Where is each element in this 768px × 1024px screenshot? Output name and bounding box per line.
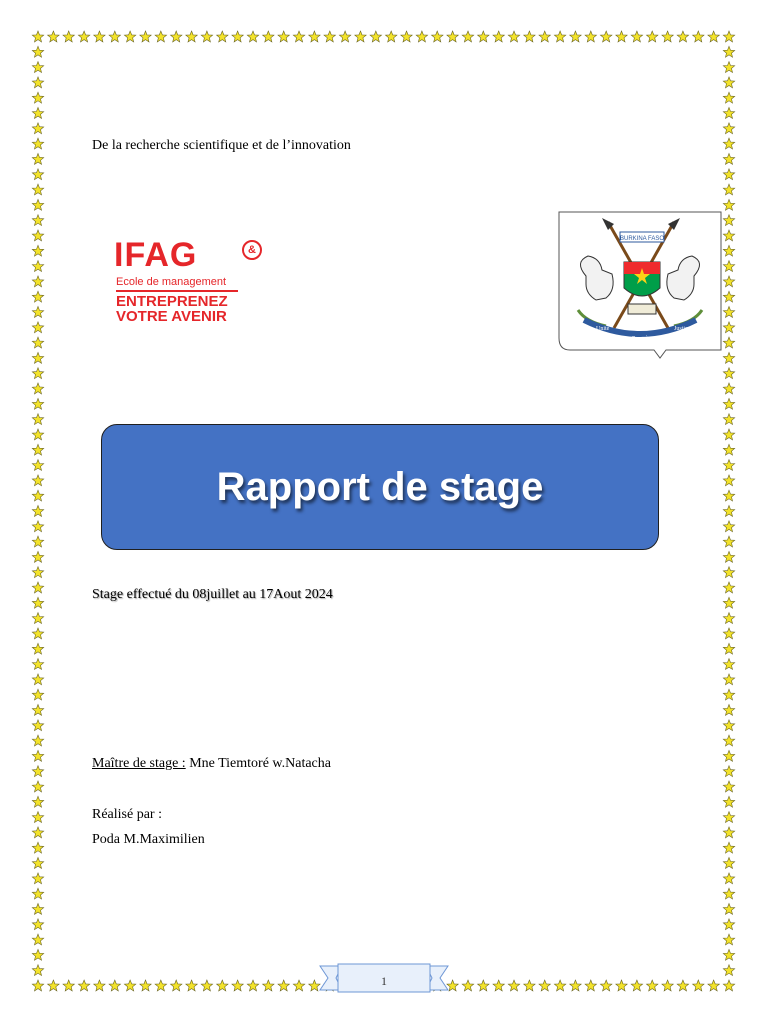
star-icon bbox=[32, 597, 43, 608]
star-icon bbox=[524, 980, 535, 991]
star-icon bbox=[723, 536, 734, 547]
star-icon bbox=[32, 138, 43, 149]
star-icon bbox=[217, 980, 228, 991]
logo-subtitle: Ecole de management bbox=[116, 276, 227, 288]
star-icon bbox=[723, 597, 734, 608]
star-icon bbox=[32, 842, 43, 853]
star-icon bbox=[677, 980, 688, 991]
star-icon bbox=[124, 31, 135, 42]
star-icon bbox=[723, 506, 734, 517]
star-icon bbox=[186, 31, 198, 42]
star-icon bbox=[78, 980, 89, 991]
star-icon bbox=[32, 154, 43, 165]
motto-3: Justice bbox=[674, 326, 691, 332]
star-icon bbox=[293, 31, 305, 42]
star-icon bbox=[723, 521, 734, 532]
internship-period: Stage effectué du 08juillet au 17Aout 2024 bbox=[92, 587, 333, 602]
star-icon bbox=[723, 873, 734, 884]
star-icon bbox=[723, 429, 734, 440]
star-icon bbox=[32, 475, 43, 486]
star-icon bbox=[32, 215, 43, 226]
star-icon bbox=[386, 31, 397, 42]
star-icon bbox=[109, 31, 120, 42]
star-icon bbox=[32, 766, 43, 777]
star-icon bbox=[94, 31, 105, 42]
star-icon bbox=[723, 720, 734, 731]
star-icon bbox=[570, 980, 582, 991]
star-icon bbox=[693, 980, 704, 991]
star-icon bbox=[631, 980, 642, 991]
star-icon bbox=[723, 613, 734, 624]
star-icon bbox=[32, 77, 43, 88]
star-icon bbox=[32, 551, 43, 562]
star-icon bbox=[723, 352, 734, 363]
star-icon bbox=[263, 980, 274, 991]
star-icon bbox=[32, 567, 43, 578]
star-icon bbox=[539, 980, 550, 991]
star-icon bbox=[723, 949, 734, 960]
country-banner: BURKINA FASO bbox=[619, 236, 665, 242]
star-icon bbox=[723, 368, 734, 379]
star-icon bbox=[247, 31, 258, 42]
star-icon bbox=[723, 398, 734, 409]
supervisor-name: Mne Tiemtoré w.Natacha bbox=[185, 756, 331, 771]
star-icon bbox=[32, 582, 43, 593]
star-icon bbox=[723, 904, 734, 915]
star-icon bbox=[401, 31, 412, 42]
star-icon bbox=[32, 750, 43, 761]
star-icon bbox=[570, 31, 582, 42]
star-icon bbox=[723, 460, 734, 471]
star-icon bbox=[32, 720, 43, 731]
star-icon bbox=[32, 123, 43, 134]
star-icon bbox=[124, 980, 135, 991]
star-icon bbox=[140, 31, 151, 42]
star-icon bbox=[171, 31, 182, 42]
star-icon bbox=[32, 506, 43, 517]
star-icon bbox=[32, 414, 43, 425]
star-icon bbox=[32, 827, 43, 838]
star-icon bbox=[32, 444, 43, 455]
registered-mark-icon: & bbox=[242, 240, 262, 260]
star-icon bbox=[32, 904, 43, 915]
star-icon bbox=[723, 490, 734, 501]
motto-2: Progrès bbox=[632, 336, 651, 342]
star-icon bbox=[723, 199, 734, 210]
logo-divider bbox=[116, 290, 238, 292]
coat-of-arms bbox=[556, 210, 724, 360]
star-icon bbox=[677, 31, 688, 42]
star-icon bbox=[723, 934, 734, 945]
star-icon bbox=[32, 536, 43, 547]
star-icon bbox=[217, 31, 228, 42]
star-icon bbox=[32, 628, 43, 639]
made-by-label: Réalisé par : bbox=[92, 807, 162, 822]
star-icon bbox=[723, 812, 734, 823]
star-icon bbox=[32, 873, 43, 884]
star-icon bbox=[48, 980, 60, 991]
logo-tagline-2: VOTRE AVENIR bbox=[116, 308, 227, 325]
star-icon bbox=[508, 980, 519, 991]
star-icon bbox=[723, 154, 734, 165]
star-icon bbox=[32, 643, 43, 654]
star-icon bbox=[539, 31, 550, 42]
star-icon bbox=[723, 582, 734, 593]
star-icon bbox=[416, 31, 427, 42]
star-icon bbox=[708, 980, 720, 991]
star-icon bbox=[723, 169, 734, 180]
star-icon bbox=[32, 169, 43, 180]
star-icon bbox=[32, 31, 43, 42]
star-icon bbox=[32, 888, 43, 899]
star-icon bbox=[32, 245, 43, 256]
star-icon bbox=[723, 92, 734, 103]
star-icon bbox=[186, 980, 198, 991]
star-icon bbox=[432, 31, 444, 42]
star-icon bbox=[723, 796, 734, 807]
star-icon bbox=[723, 77, 734, 88]
motto-1: Unité bbox=[596, 326, 610, 332]
star-icon bbox=[616, 31, 627, 42]
star-icon bbox=[723, 245, 734, 256]
star-icon bbox=[723, 230, 734, 241]
star-icon bbox=[708, 31, 720, 42]
star-icon bbox=[32, 674, 43, 685]
star-icon bbox=[723, 215, 734, 226]
title-banner bbox=[101, 424, 659, 550]
star-icon bbox=[662, 31, 673, 42]
star-icon bbox=[309, 31, 320, 42]
star-icon bbox=[647, 980, 658, 991]
supervisor-label: Maître de stage : bbox=[92, 756, 186, 771]
star-icon bbox=[524, 31, 535, 42]
star-icon bbox=[32, 949, 43, 960]
star-icon bbox=[585, 31, 596, 42]
star-icon bbox=[600, 980, 612, 991]
star-icon bbox=[32, 291, 43, 302]
star-icon bbox=[201, 31, 212, 42]
star-icon bbox=[32, 490, 43, 501]
star-icon bbox=[32, 781, 43, 792]
star-icon bbox=[723, 307, 734, 318]
star-icon bbox=[723, 888, 734, 899]
star-icon bbox=[32, 92, 43, 103]
logo-tagline-1: ENTREPRENEZ bbox=[116, 293, 228, 310]
star-icon bbox=[723, 383, 734, 394]
star-icon bbox=[32, 965, 43, 976]
star-icon bbox=[232, 980, 243, 991]
star-icon bbox=[63, 31, 74, 42]
star-icon bbox=[32, 276, 43, 287]
star-icon bbox=[201, 980, 212, 991]
star-icon bbox=[32, 108, 43, 119]
star-icon bbox=[723, 31, 734, 42]
star-icon bbox=[723, 674, 734, 685]
star-icon bbox=[723, 766, 734, 777]
star-icon bbox=[723, 858, 734, 869]
star-icon bbox=[723, 322, 734, 333]
star-icon bbox=[247, 980, 258, 991]
star-icon bbox=[723, 781, 734, 792]
star-icon bbox=[32, 796, 43, 807]
star-icon bbox=[32, 62, 43, 73]
star-icon bbox=[32, 398, 43, 409]
star-icon bbox=[63, 980, 74, 991]
star-icon bbox=[32, 613, 43, 624]
star-icon bbox=[32, 46, 43, 57]
star-icon bbox=[48, 31, 60, 42]
star-icon bbox=[263, 31, 274, 42]
star-icon bbox=[32, 184, 43, 195]
star-icon bbox=[32, 980, 43, 991]
star-icon bbox=[723, 567, 734, 578]
ifag-logo bbox=[110, 236, 270, 326]
star-icon bbox=[554, 31, 565, 42]
star-icon bbox=[32, 659, 43, 670]
star-icon bbox=[631, 31, 642, 42]
star-icon bbox=[32, 368, 43, 379]
star-icon bbox=[723, 689, 734, 700]
star-icon bbox=[585, 980, 596, 991]
star-icon bbox=[32, 934, 43, 945]
star-icon bbox=[447, 31, 458, 42]
star-icon bbox=[32, 199, 43, 210]
star-icon bbox=[723, 643, 734, 654]
star-icon bbox=[324, 31, 336, 42]
star-icon bbox=[32, 352, 43, 363]
star-icon bbox=[723, 276, 734, 287]
star-icon bbox=[370, 31, 381, 42]
star-icon bbox=[155, 31, 167, 42]
star-icon bbox=[32, 735, 43, 746]
star-icon bbox=[693, 31, 704, 42]
star-icon bbox=[723, 919, 734, 930]
star-icon bbox=[647, 31, 658, 42]
star-icon bbox=[32, 307, 43, 318]
star-icon bbox=[32, 919, 43, 930]
star-icon bbox=[723, 291, 734, 302]
report-title: Rapport de stage bbox=[216, 465, 544, 509]
star-icon bbox=[32, 230, 43, 241]
star-icon bbox=[723, 551, 734, 562]
star-icon bbox=[339, 31, 350, 42]
star-icon bbox=[723, 184, 734, 195]
star-icon bbox=[554, 980, 565, 991]
star-icon bbox=[32, 689, 43, 700]
star-icon bbox=[723, 659, 734, 670]
star-icon bbox=[723, 827, 734, 838]
author-name: Poda M.Maximilien bbox=[92, 832, 205, 847]
star-icon bbox=[140, 980, 151, 991]
logo-wordmark: IFAG bbox=[114, 236, 198, 274]
star-icon bbox=[32, 429, 43, 440]
star-icon bbox=[723, 337, 734, 348]
star-icon bbox=[600, 31, 612, 42]
star-icon bbox=[723, 705, 734, 716]
star-icon bbox=[723, 414, 734, 425]
star-icon bbox=[723, 965, 734, 976]
star-icon bbox=[32, 337, 43, 348]
star-icon bbox=[723, 261, 734, 272]
star-icon bbox=[278, 980, 289, 991]
star-icon bbox=[723, 444, 734, 455]
star-icon bbox=[293, 980, 305, 991]
star-icon bbox=[723, 750, 734, 761]
star-icon bbox=[32, 322, 43, 333]
star-icon bbox=[278, 31, 289, 42]
star-icon bbox=[723, 735, 734, 746]
star-icon bbox=[723, 842, 734, 853]
star-icon bbox=[723, 62, 734, 73]
star-icon bbox=[155, 980, 167, 991]
page-number: 1 bbox=[381, 974, 387, 988]
star-icon bbox=[32, 812, 43, 823]
star-icon bbox=[32, 460, 43, 471]
star-icon bbox=[493, 980, 504, 991]
star-icon bbox=[355, 31, 366, 42]
star-icon bbox=[723, 46, 734, 57]
star-icon bbox=[478, 980, 489, 991]
star-icon bbox=[32, 261, 43, 272]
star-icon bbox=[723, 980, 734, 991]
ministry-line: De la recherche scientifique et de l’innovation bbox=[92, 138, 351, 153]
star-icon bbox=[32, 521, 43, 532]
star-icon bbox=[723, 123, 734, 134]
star-icon bbox=[462, 31, 474, 42]
star-icon bbox=[32, 383, 43, 394]
star-icon bbox=[616, 980, 627, 991]
star-icon bbox=[723, 475, 734, 486]
star-icon bbox=[723, 108, 734, 119]
star-icon bbox=[78, 31, 89, 42]
star-icon bbox=[723, 628, 734, 639]
star-icon bbox=[171, 980, 182, 991]
star-icon bbox=[462, 980, 474, 991]
star-icon bbox=[232, 31, 243, 42]
supervisor-line bbox=[92, 756, 331, 772]
star-icon bbox=[508, 31, 519, 42]
star-icon bbox=[662, 980, 673, 991]
star-icon bbox=[723, 138, 734, 149]
star-icon bbox=[478, 31, 489, 42]
star-icon bbox=[493, 31, 504, 42]
star-icon bbox=[32, 858, 43, 869]
star-icon bbox=[94, 980, 105, 991]
star-icon bbox=[32, 705, 43, 716]
star-icon bbox=[109, 980, 120, 991]
